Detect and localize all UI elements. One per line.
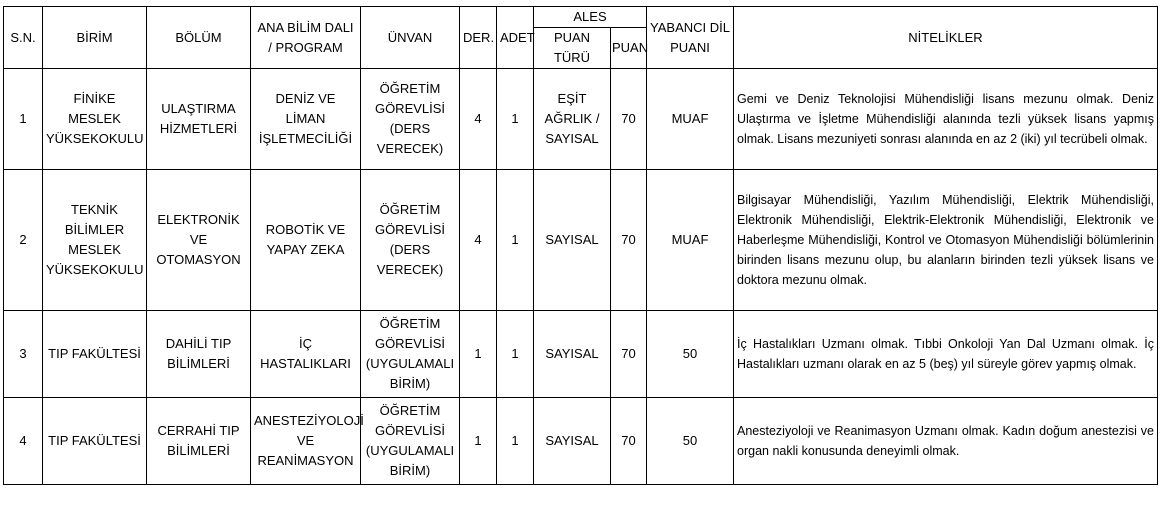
header-puan-turu: PUAN TÜRÜ: [534, 28, 611, 69]
cell-der: 4: [460, 170, 497, 311]
cell-adet: 1: [497, 170, 534, 311]
cell-puan-turu: SAYISAL: [534, 170, 611, 311]
cell-birim: TIP FAKÜLTESİ: [43, 398, 147, 485]
cell-nitelikler: Gemi ve Deniz Teknolojisi Mühendisliği lisans mezunu olmak. Deniz Ulaştırma ve İşletme Mühendisliği alanında tezli yüksek lisans yapmış olmak. Lisans mezuniyeti sonrası alanında en az 2 (iki) yıl tecrübeli olmak.: [734, 69, 1158, 170]
header-yabanci-dil: YABANCI DİL PUANI: [647, 7, 734, 69]
cell-nitelikler: Bilgisayar Mühendisliği, Yazılım Mühendisliği, Elektrik Mühendisliği, Elektronik Mühendisliği, Elektrik-Elektronik Mühendisliği, Elektronik ve Haberleşme Mühendisliği, Kontrol ve Otomasyon Mühendisliği bölümlerinin birinden lisans mezunu olup, bu alanların birinden tezli yüksek lisans ve doktora mezunu olmak.: [734, 170, 1158, 311]
header-puan: PUAN: [611, 28, 647, 69]
table-row: [4, 398, 1158, 485]
cell-puan: 70: [611, 311, 647, 398]
header-nitelikler: NİTELİKLER: [734, 7, 1158, 69]
cell-sn: 2: [4, 170, 43, 311]
cell-adet: 1: [497, 398, 534, 485]
cell-yabanci-dil: MUAF: [647, 170, 734, 311]
cell-der: 4: [460, 69, 497, 170]
cell-puan: 70: [611, 170, 647, 311]
cell-sn: 1: [4, 69, 43, 170]
cell-sn: 4: [4, 398, 43, 485]
cell-unvan: ÖĞRETİM GÖREVLİSİ (UYGULAMALI BİRİM): [361, 311, 460, 398]
positions-table: [3, 6, 1158, 485]
cell-puan: 70: [611, 69, 647, 170]
cell-ana-bilim-dali: ANESTEZİYOLOJİ VE REANİMASYON: [251, 398, 361, 485]
cell-der: 1: [460, 398, 497, 485]
cell-puan-turu: SAYISAL: [534, 398, 611, 485]
table-row: [4, 170, 1158, 311]
cell-bolum: ULAŞTIRMA HİZMETLERİ: [147, 69, 251, 170]
cell-birim: TIP FAKÜLTESİ: [43, 311, 147, 398]
cell-birim: FİNİKE MESLEK YÜKSEKOKULU: [43, 69, 147, 170]
header-ales: ALES: [534, 7, 647, 28]
cell-yabanci-dil: 50: [647, 398, 734, 485]
header-birim: BİRİM: [43, 7, 147, 69]
header-ana-bilim-dali: ANA BİLİM DALI / PROGRAM: [251, 7, 361, 69]
cell-der: 1: [460, 311, 497, 398]
cell-puan-turu: EŞİT AĞRLIK / SAYISAL: [534, 69, 611, 170]
cell-unvan: ÖĞRETİM GÖREVLİSİ (DERS VERECEK): [361, 170, 460, 311]
cell-puan: 70: [611, 398, 647, 485]
cell-yabanci-dil: MUAF: [647, 69, 734, 170]
header-adet: ADET: [497, 7, 534, 69]
cell-sn: 3: [4, 311, 43, 398]
cell-ana-bilim-dali: İÇ HASTALIKLARI: [251, 311, 361, 398]
header-der: DER.: [460, 7, 497, 69]
table-row: [4, 69, 1158, 170]
cell-bolum: DAHİLİ TIP BİLİMLERİ: [147, 311, 251, 398]
cell-adet: 1: [497, 69, 534, 170]
cell-birim: TEKNİK BİLİMLER MESLEK YÜKSEKOKULU: [43, 170, 147, 311]
cell-unvan: ÖĞRETİM GÖREVLİSİ (DERS VERECEK): [361, 69, 460, 170]
header-bolum: BÖLÜM: [147, 7, 251, 69]
cell-ana-bilim-dali: DENİZ VE LİMAN İŞLETMECİLİĞİ: [251, 69, 361, 170]
cell-puan-turu: SAYISAL: [534, 311, 611, 398]
cell-bolum: CERRAHİ TIP BİLİMLERİ: [147, 398, 251, 485]
cell-nitelikler: Anesteziyoloji ve Reanimasyon Uzmanı olmak. Kadın doğum anestezisi ve organ nakli konusunda deneyimli olmak.: [734, 398, 1158, 485]
table-row: [4, 311, 1158, 398]
cell-bolum: ELEKTRONİK VE OTOMASYON: [147, 170, 251, 311]
cell-adet: 1: [497, 311, 534, 398]
cell-nitelikler: İç Hastalıkları Uzmanı olmak. Tıbbi Onkoloji Yan Dal Uzmanı olmak. İç Hastalıkları uzmanı olarak en az 5 (beş) yıl süreyle görev yapmış olmak.: [734, 311, 1158, 398]
header-unvan: ÜNVAN: [361, 7, 460, 69]
header-row-top: [4, 7, 1158, 28]
header-sn: S.N.: [4, 7, 43, 69]
cell-ana-bilim-dali: ROBOTİK VE YAPAY ZEKA: [251, 170, 361, 311]
cell-unvan: ÖĞRETİM GÖREVLİSİ (UYGULAMALI BİRİM): [361, 398, 460, 485]
cell-yabanci-dil: 50: [647, 311, 734, 398]
